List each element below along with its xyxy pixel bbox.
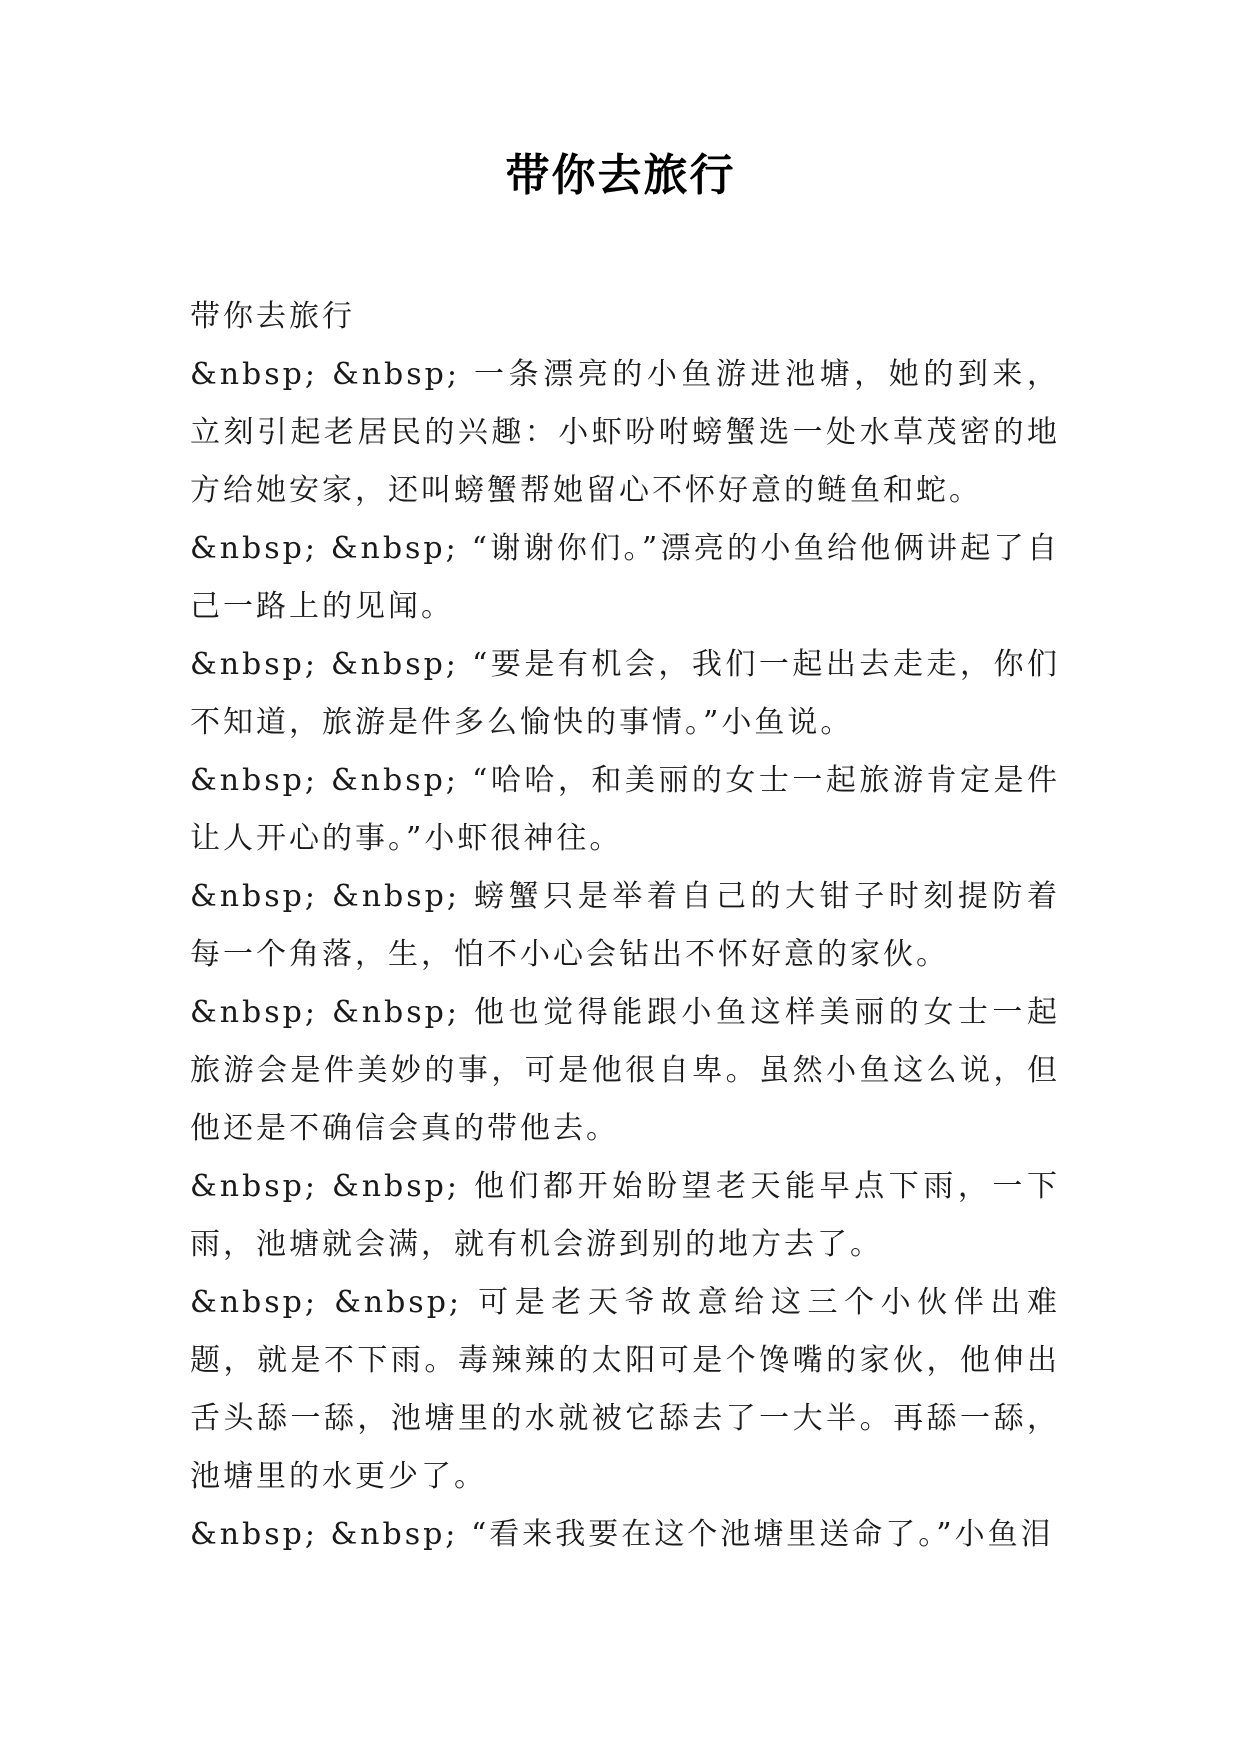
paragraph: &nbsp; &nbsp; “谢谢你们。”漂亮的小鱼给他俩讲起了自己一路上的见闻。 xyxy=(190,531,1060,624)
paragraph: &nbsp; &nbsp; “哈哈，和美丽的女士一起旅游肯定是件让人开心的事。”小虾很神往。 xyxy=(190,763,1060,856)
document-title: 带你去旅行 xyxy=(505,150,736,201)
paragraph: &nbsp; &nbsp; “看来我要在这个池塘里送命了。”小鱼泪 xyxy=(190,1517,1054,1552)
paragraph-heading: 带你去旅行 xyxy=(190,299,355,334)
paragraph: &nbsp; &nbsp; 一条漂亮的小鱼游进池塘，她的到来，立刻引起老居民的兴趣：小虾吩咐螃蟹选一处水草茂密的地方给她安家，还叫螃蟹帮她留心不怀好意的鲢鱼和蛇。 xyxy=(190,357,1060,508)
paragraph: &nbsp; &nbsp; 螃蟹只是举着自己的大钳子时刻提防着每一个角落，生，怕不小心会钻出不怀好意的家伙。 xyxy=(190,879,1060,972)
paragraph: &nbsp; &nbsp; 他也觉得能跟小鱼这样美丽的女士一起旅游会是件美妙的事，可是他很自卑。虽然小鱼这么说，但他还是不确信会真的带他去。 xyxy=(190,995,1060,1146)
paragraph: &nbsp; &nbsp; 可是老天爷故意给这三个小伙伴出难题，就是不下雨。毒辣辣的太阳可是个馋嘴的家伙，他伸出舌头舔一舔，池塘里的水就被它舔去了一大半。再舔一舔，池塘里的水更少了。 xyxy=(190,1285,1060,1494)
paragraph: &nbsp; &nbsp; “要是有机会，我们一起出去走走，你们不知道，旅游是件多么愉快的事情。”小鱼说。 xyxy=(190,647,1060,740)
paragraph: &nbsp; &nbsp; 他们都开始盼望老天能早点下雨，一下雨，池塘就会满，就有机会游到别的地方去了。 xyxy=(190,1169,1060,1262)
document-body xyxy=(190,288,1060,1564)
